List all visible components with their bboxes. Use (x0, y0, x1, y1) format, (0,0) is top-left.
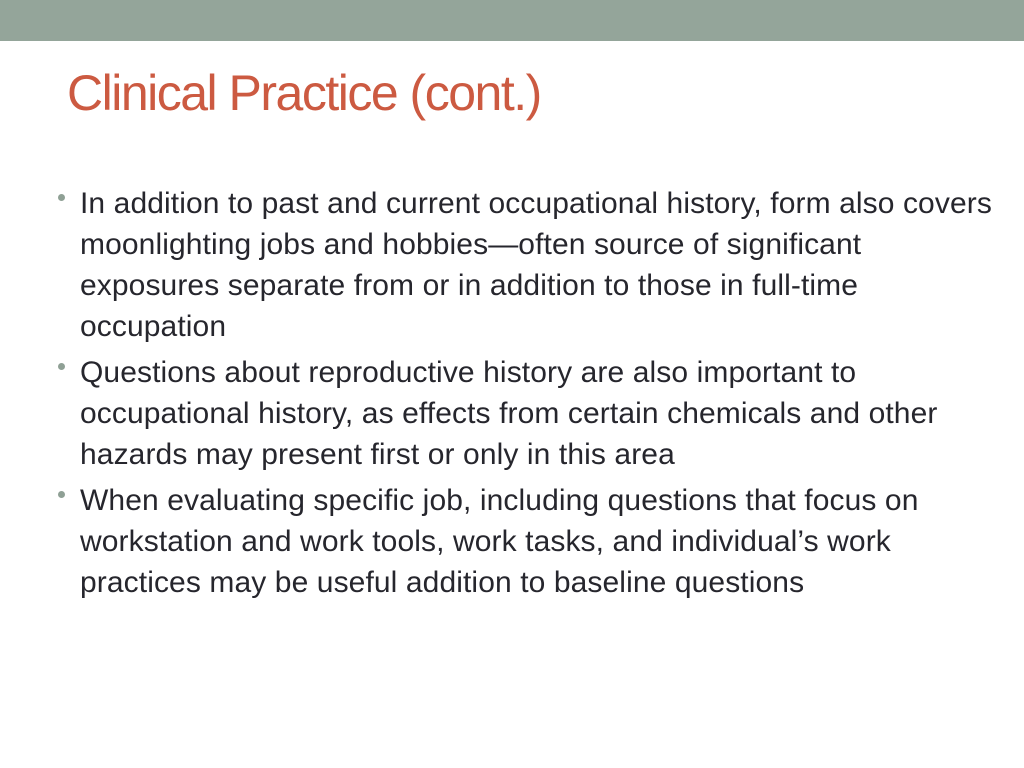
bullet-dot-icon (58, 491, 65, 498)
bullet-dot-icon (58, 363, 65, 370)
bullet-item (58, 183, 998, 347)
bullet-text: When evaluating specific job, including questions that focus on workstation and work tools, work tasks, and individual’s work practices may be useful addition to baseline questions (80, 484, 919, 599)
bullet-list (58, 183, 998, 608)
bullet-dot-icon (58, 194, 65, 201)
slide-title: Clinical Practice (cont.) (67, 65, 541, 121)
top-accent-band (0, 0, 1024, 41)
bullet-text: Questions about reproductive history are also important to occupational history, as effects from certain chemicals and other hazards may present first or only in this area (80, 356, 938, 471)
bullet-item (58, 480, 998, 603)
bullet-text: In addition to past and current occupational history, form also covers moonlighting jobs and hobbies—often source of significant exposures separate from or in addition to those in full-time occupation (80, 187, 992, 343)
bullet-item (58, 352, 998, 475)
